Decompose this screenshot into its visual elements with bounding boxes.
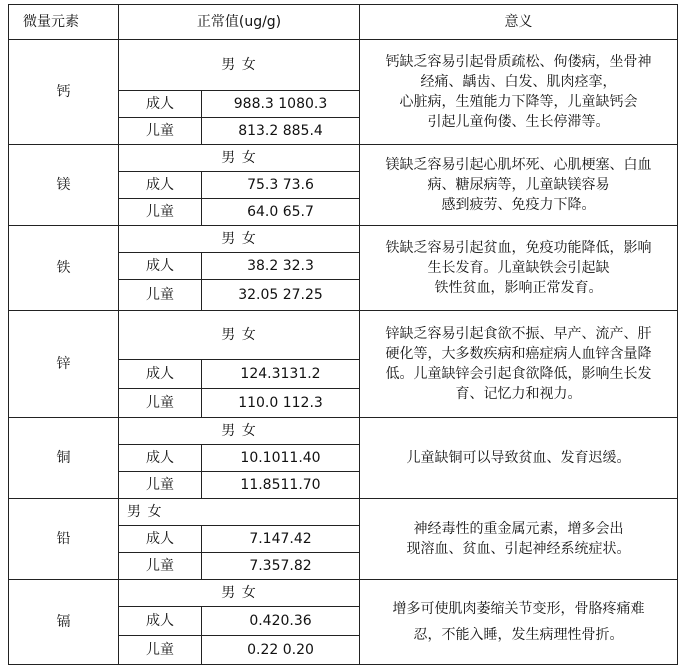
element-name: 铜 bbox=[9, 418, 119, 499]
child-values: 7.357.82 bbox=[202, 553, 360, 580]
table-row bbox=[9, 418, 678, 445]
header-normal-value: 正常值(ug/g) bbox=[119, 5, 360, 40]
gender-label: 男 女 bbox=[119, 311, 360, 360]
meaning-text: 神经毒性的重金属元素，增多会出 现溶血、贫血、引起神经系统症状。 bbox=[360, 499, 678, 580]
group-adult: 成人 bbox=[119, 526, 202, 553]
group-child: 儿童 bbox=[119, 636, 202, 665]
child-values: 32.05 27.25 bbox=[202, 280, 360, 311]
gender-label: 男 女 bbox=[119, 418, 360, 445]
table-row bbox=[9, 311, 678, 360]
group-adult: 成人 bbox=[119, 445, 202, 472]
child-values: 813.2 885.4 bbox=[202, 118, 360, 145]
group-child: 儿童 bbox=[119, 389, 202, 418]
element-name: 铅 bbox=[9, 499, 119, 580]
table-row bbox=[9, 580, 678, 607]
child-values: 0.22 0.20 bbox=[202, 636, 360, 665]
gender-label: 男 女 bbox=[119, 226, 360, 253]
meaning-text: 镁缺乏容易引起心肌坏死、心肌梗塞、白血 病、糖尿病等，儿童缺镁容易 感到疲劳、免疫力下降。 bbox=[360, 145, 678, 226]
element-name: 钙 bbox=[9, 40, 119, 145]
header-meaning: 意义 bbox=[360, 5, 678, 40]
adult-values: 38.2 32.3 bbox=[202, 253, 360, 280]
table-row bbox=[9, 226, 678, 253]
group-adult: 成人 bbox=[119, 253, 202, 280]
group-child: 儿童 bbox=[119, 199, 202, 226]
child-values: 110.0 112.3 bbox=[202, 389, 360, 418]
adult-values: 75.3 73.6 bbox=[202, 172, 360, 199]
group-child: 儿童 bbox=[119, 472, 202, 499]
adult-values: 10.1011.40 bbox=[202, 445, 360, 472]
group-adult: 成人 bbox=[119, 607, 202, 636]
element-name: 镉 bbox=[9, 580, 119, 665]
adult-values: 988.3 1080.3 bbox=[202, 91, 360, 118]
group-adult: 成人 bbox=[119, 172, 202, 199]
adult-values: 0.420.36 bbox=[202, 607, 360, 636]
group-child: 儿童 bbox=[119, 280, 202, 311]
group-adult: 成人 bbox=[119, 360, 202, 389]
element-name: 铁 bbox=[9, 226, 119, 311]
meaning-text: 钙缺乏容易引起骨质疏松、佝偻病，坐骨神 经痛、龋齿、白发、肌肉痉挛， 心脏病，生殖能力下降等，儿童缺钙会 引起儿童佝偻、生长停滞等。 bbox=[360, 40, 678, 145]
table-row bbox=[9, 499, 678, 526]
meaning-text: 锌缺乏容易引起食欲不振、早产、流产、肝 硬化等，大多数疾病和癌症病人血锌含量降 低。儿童缺锌会引起食欲降低，影响生长发 育、记忆力和视力。 bbox=[360, 311, 678, 418]
table-row bbox=[9, 145, 678, 172]
gender-label: 男 女 bbox=[119, 145, 360, 172]
header-row bbox=[9, 5, 678, 40]
group-child: 儿童 bbox=[119, 553, 202, 580]
adult-values: 124.3131.2 bbox=[202, 360, 360, 389]
meaning-text: 儿童缺铜可以导致贫血、发育迟缓。 bbox=[360, 418, 678, 499]
group-child: 儿童 bbox=[119, 118, 202, 145]
element-name: 镁 bbox=[9, 145, 119, 226]
child-values: 11.8511.70 bbox=[202, 472, 360, 499]
table-row bbox=[9, 40, 678, 91]
header-element: 微量元素 bbox=[9, 5, 119, 40]
gender-label: 男 女 bbox=[119, 499, 360, 526]
element-name: 锌 bbox=[9, 311, 119, 418]
gender-label: 男 女 bbox=[119, 580, 360, 607]
adult-values: 7.147.42 bbox=[202, 526, 360, 553]
meaning-text: 增多可使肌肉萎缩关节变形，骨胳疼痛难 忍，不能入睡，发生病理性骨折。 bbox=[360, 580, 678, 665]
group-adult: 成人 bbox=[119, 91, 202, 118]
child-values: 64.0 65.7 bbox=[202, 199, 360, 226]
trace-elements-table bbox=[8, 4, 678, 665]
meaning-text: 铁缺乏容易引起贫血，免疫功能降低，影响 生长发育。儿童缺铁会引起缺 铁性贫血，影响正常发育。 bbox=[360, 226, 678, 311]
gender-label: 男 女 bbox=[119, 40, 360, 91]
